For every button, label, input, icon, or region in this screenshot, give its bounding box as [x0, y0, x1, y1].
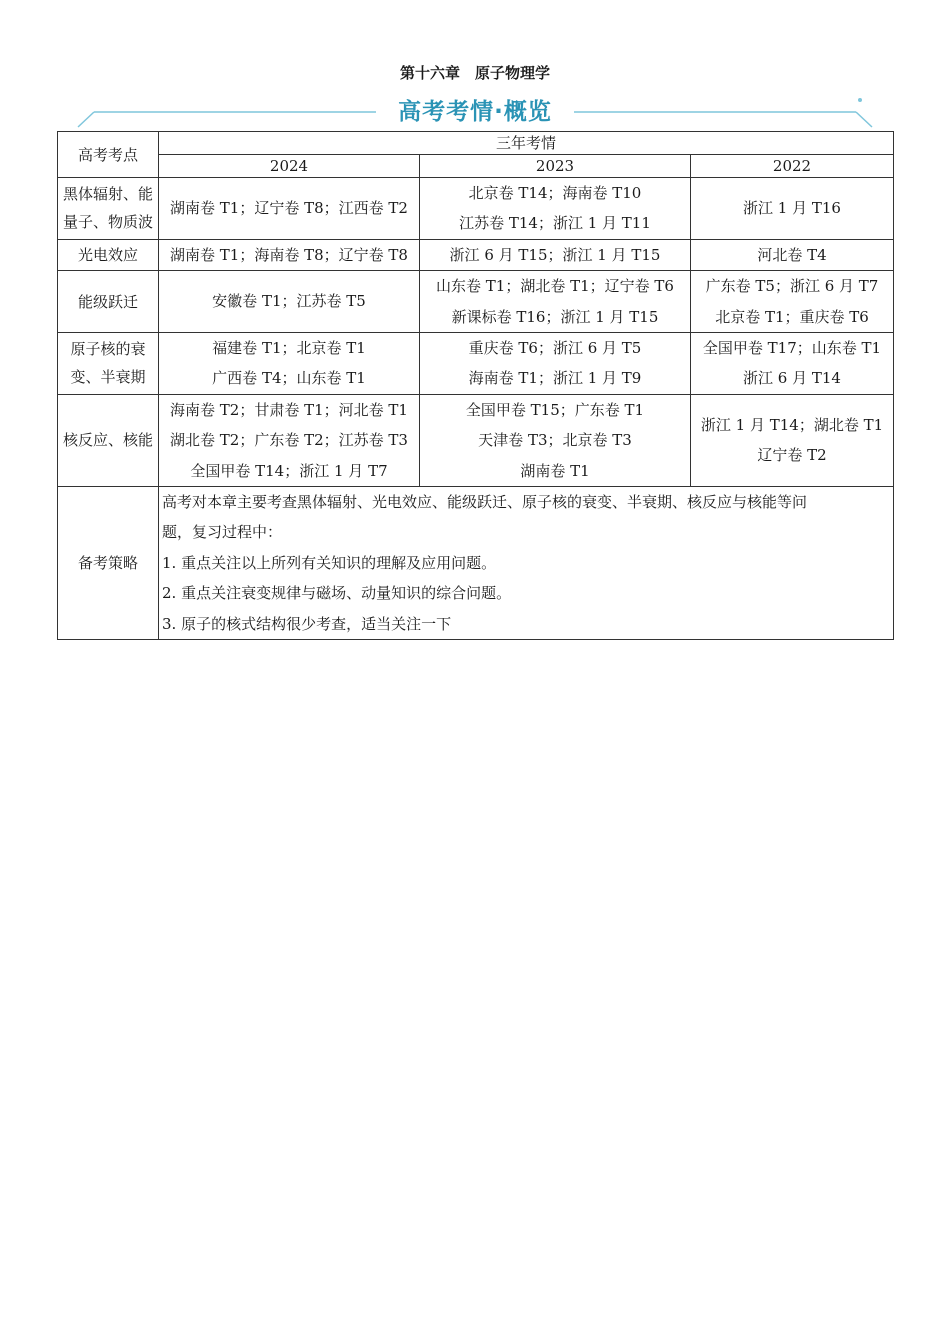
cell-text: 原子核的衰 — [70, 340, 146, 359]
strategy-line: 高考对本章主要考查黑体辐射、光电效应、能级跃迁、原子核的衰变、半衰期、核反应与核能等问 — [162, 493, 808, 512]
table-row — [58, 394, 894, 486]
cell-text: 湖南卷 T1；海南卷 T8；辽宁卷 T8 — [170, 245, 408, 264]
cell-2024 — [159, 394, 420, 486]
cell-text: 能级跃迁 — [77, 292, 138, 311]
strategy-line: 1. 重点关注以上所列有关知识的理解及应用问题。 — [162, 553, 497, 572]
point-cell — [58, 178, 159, 240]
cell-text: 湖南卷 T1 — [520, 461, 590, 480]
cell-text: 全国甲卷 T14；浙江 1 月 T7 — [190, 461, 388, 480]
cell-text: 海南卷 T1；浙江 1 月 T9 — [468, 369, 642, 388]
section-banner — [76, 95, 874, 131]
cell-text: 量子、物质波 — [62, 213, 153, 232]
header-point: 高考考点 — [58, 132, 159, 178]
cell-2022 — [691, 333, 894, 395]
table-row — [58, 178, 894, 240]
point-cell — [58, 239, 159, 270]
table-row — [58, 271, 894, 333]
cell-text: 浙江 6 月 T15；浙江 1 月 T15 — [449, 245, 661, 264]
banner-title: 高考考情·概览 — [398, 99, 552, 125]
cell-2024 — [159, 333, 420, 395]
cell-2022 — [691, 239, 894, 270]
cell-text: 全国甲卷 T15；广东卷 T1 — [465, 400, 645, 419]
header-year-2024: 2024 — [159, 155, 420, 178]
table-row — [58, 239, 894, 270]
cell-2023 — [420, 239, 691, 270]
cell-2022 — [691, 271, 894, 333]
cell-text: 广东卷 T5；浙江 6 月 T7 — [705, 277, 879, 296]
cell-text: 辽宁卷 T2 — [757, 446, 827, 465]
table-row — [58, 333, 894, 395]
cell-text: 福建卷 T1；北京卷 T1 — [212, 339, 366, 358]
point-cell — [58, 394, 159, 486]
cell-text: 山东卷 T1；湖北卷 T1；辽宁卷 T6 — [436, 277, 674, 296]
strategy-line: 2. 重点关注衰变规律与磁场、动量知识的综合问题。 — [162, 584, 512, 603]
cell-text: 北京卷 T14；海南卷 T10 — [468, 184, 642, 202]
cell-text: 浙江 1 月 T16 — [743, 199, 841, 218]
cell-text: 北京卷 T1；重庆卷 T6 — [715, 307, 869, 326]
cell-2024 — [159, 178, 420, 240]
cell-text: 江苏卷 T14；浙江 1 月 T11 — [459, 214, 651, 233]
cell-text: 全国甲卷 T17；山东卷 T1 — [702, 339, 882, 358]
cell-text: 新课标卷 T16；浙江 1 月 T15 — [451, 307, 659, 326]
strategy-line: 题，复习过程中： — [162, 523, 283, 542]
chapter-title: 第十六章 原子物理学 — [399, 64, 550, 82]
cell-2023 — [420, 333, 691, 395]
cell-text: 黑体辐射、能 — [62, 185, 153, 204]
strategy-row — [58, 487, 894, 640]
cell-text: 海南卷 T2；甘肃卷 T1；河北卷 T1 — [170, 400, 408, 419]
cell-text: 浙江 6 月 T14 — [743, 369, 841, 388]
cell-text: 核反应、核能 — [62, 431, 153, 450]
cell-text: 变、半衰期 — [70, 368, 146, 387]
cell-text: 光电效应 — [77, 246, 138, 265]
cell-text: 广西卷 T4；山东卷 T1 — [212, 369, 366, 388]
strategy-content — [159, 487, 894, 640]
header-three-years: 三年考情 — [159, 132, 894, 155]
exam-overview-table — [57, 131, 894, 640]
cell-text: 河北卷 T4 — [757, 245, 827, 264]
cell-2022 — [691, 394, 894, 486]
cell-2024 — [159, 239, 420, 270]
header-year-2022: 2022 — [691, 155, 894, 178]
cell-2023 — [420, 178, 691, 240]
cell-text: 天津卷 T3；北京卷 T3 — [478, 431, 632, 450]
strategy-label: 备考策略 — [58, 487, 159, 640]
header-year-2023: 2023 — [420, 155, 691, 178]
point-cell — [58, 333, 159, 395]
point-cell — [58, 271, 159, 333]
cell-text: 浙江 1 月 T14；湖北卷 T1 — [700, 416, 884, 435]
cell-text: 湖北卷 T2；广东卷 T2；江苏卷 T3 — [170, 431, 408, 450]
strategy-line: 3. 原子的核式结构很少考查，适当关注一下 — [162, 614, 452, 633]
cell-2022 — [691, 178, 894, 240]
cell-text: 重庆卷 T6；浙江 6 月 T5 — [468, 339, 642, 358]
cell-2023 — [420, 394, 691, 486]
cell-2023 — [420, 271, 691, 333]
cell-text: 湖南卷 T1；辽宁卷 T8；江西卷 T2 — [170, 199, 408, 218]
cell-2024 — [159, 271, 420, 333]
cell-text: 安徽卷 T1；江苏卷 T5 — [212, 292, 366, 311]
